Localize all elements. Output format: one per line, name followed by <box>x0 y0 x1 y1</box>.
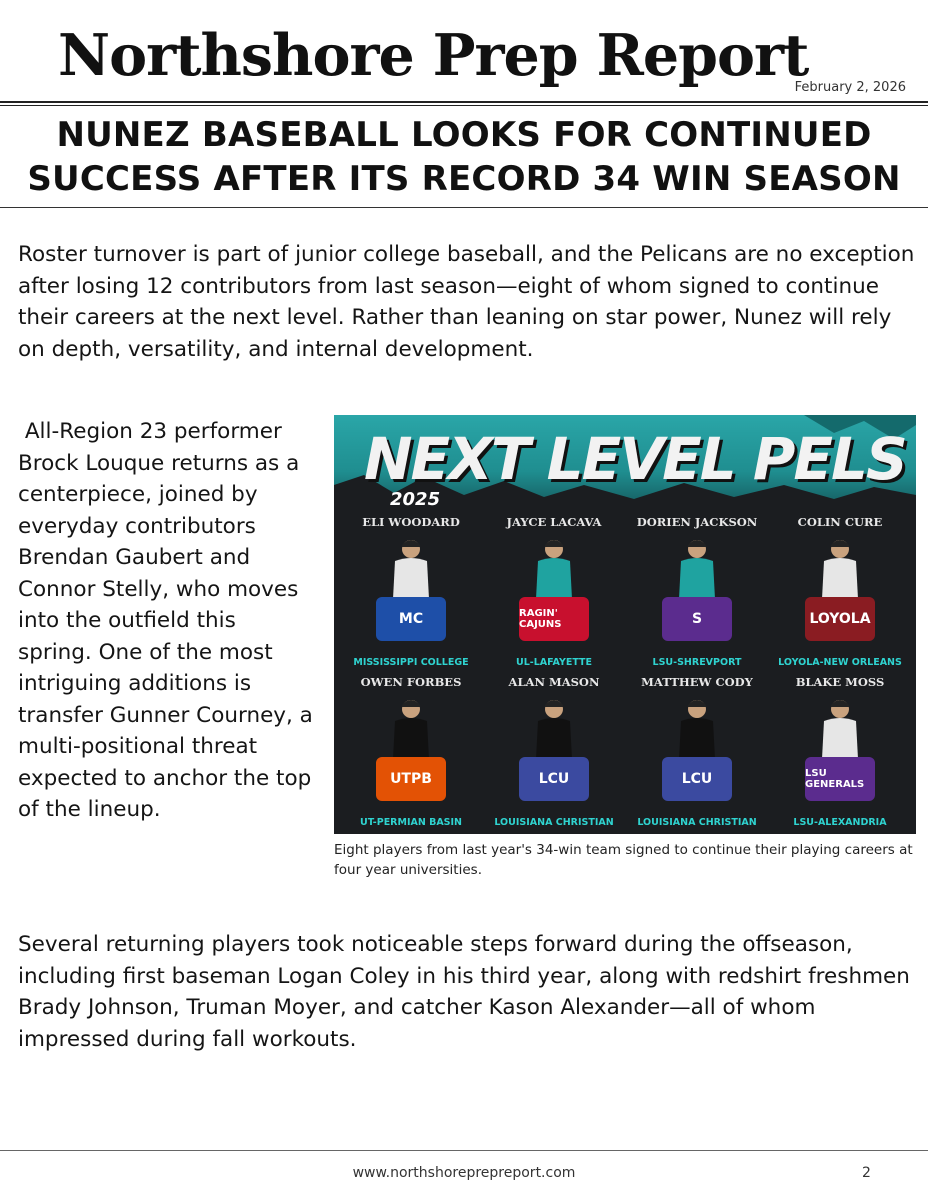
player-school: LSU-ALEXANDRIA <box>793 817 887 828</box>
headline-rule <box>0 207 928 208</box>
photo-caption: Eight players from last year's 34-win team signed to continue their playing careers at four year universities. <box>334 842 913 878</box>
player-card <box>483 513 625 672</box>
player-card <box>769 673 911 832</box>
headline-line-1: NUNEZ BASEBALL LOOKS FOR CONTINUED <box>56 115 872 155</box>
player-name: JAYCE LACAVA <box>506 515 602 529</box>
player-school: UT-PERMIAN BASIN <box>359 817 463 828</box>
school-logo: RAGIN' CAJUNS <box>519 597 589 641</box>
player-name: ALAN MASON <box>508 675 600 689</box>
player-card <box>340 513 482 672</box>
player-name: COLIN CURE <box>797 515 883 529</box>
masthead-rule <box>0 101 928 103</box>
player-school: MISSISSIPPI COLLEGE <box>353 657 469 668</box>
player-school: LOYOLA-NEW ORLEANS <box>778 657 902 668</box>
footer-rule <box>0 1150 928 1151</box>
school-logo: LCU <box>519 757 589 801</box>
player-name: ELI WOODARD <box>362 515 460 529</box>
article-paragraph-2: All-Region 23 performer Brock Louque returns as a centerpiece, joined by everyday contributors Brendan Gaubert and Connor Stelly, who moves into the outfield this spring. One of the most intriguing additions is transfer Gunner Courney, a multi-positional threat expected to anchor the top of the lineup. <box>18 419 320 822</box>
player-school: LSU-SHREVPORT <box>652 657 742 668</box>
publication-date: February 2, 2026 <box>794 80 906 95</box>
player-card <box>626 673 768 832</box>
school-logo: LOYOLA <box>805 597 875 641</box>
photo-title: NEXT LEVEL PELS <box>364 425 906 493</box>
article-paragraph-3: Several returning players took noticeable steps forward during the offseason, including first baseman Logan Coley in his third year, along with redshirt freshmen Brady Johnson, Truman Moyer, and catcher Kason Alexander—all of whom impressed during fall workouts. <box>18 932 910 1052</box>
masthead: Northshore Prep Report <box>58 22 809 89</box>
headline-line-2: SUCCESS AFTER ITS RECORD 34 WIN SEASON <box>27 159 901 199</box>
page-number: 2 <box>862 1165 871 1181</box>
player-school: LOUISIANA CHRISTIAN <box>637 817 757 828</box>
player-card <box>626 513 768 672</box>
photo-banner <box>334 415 916 509</box>
masthead-rule-thin <box>0 105 928 106</box>
school-logo: LCU <box>662 757 732 801</box>
player-card <box>483 673 625 832</box>
player-name: BLAKE MOSS <box>795 675 885 689</box>
player-grid <box>340 513 910 831</box>
feature-photo <box>334 415 916 834</box>
footer-url[interactable]: www.northshoreprepreport.com <box>352 1165 576 1181</box>
school-logo: UTPB <box>376 757 446 801</box>
player-name: OWEN FORBES <box>360 675 462 689</box>
player-name: DORIEN JACKSON <box>636 515 758 529</box>
player-school: UL-LAFAYETTE <box>516 657 592 668</box>
player-card <box>769 513 911 672</box>
photo-year: 2025 <box>390 489 441 510</box>
article-headline <box>0 113 928 201</box>
school-logo: LSU GENERALS <box>805 757 875 801</box>
player-school: LOUISIANA CHRISTIAN <box>494 817 614 828</box>
school-logo: MC <box>376 597 446 641</box>
player-name: MATTHEW CODY <box>641 675 753 689</box>
school-logo: S <box>662 597 732 641</box>
player-card <box>340 673 482 832</box>
article-paragraph-1: Roster turnover is part of junior college baseball, and the Pelicans are no exception after losing 12 contributors from last season—eight of whom signed to continue their careers at the next level. Rather than leaning on star power, Nunez will rely on depth, versatility, and internal development. <box>18 242 915 362</box>
